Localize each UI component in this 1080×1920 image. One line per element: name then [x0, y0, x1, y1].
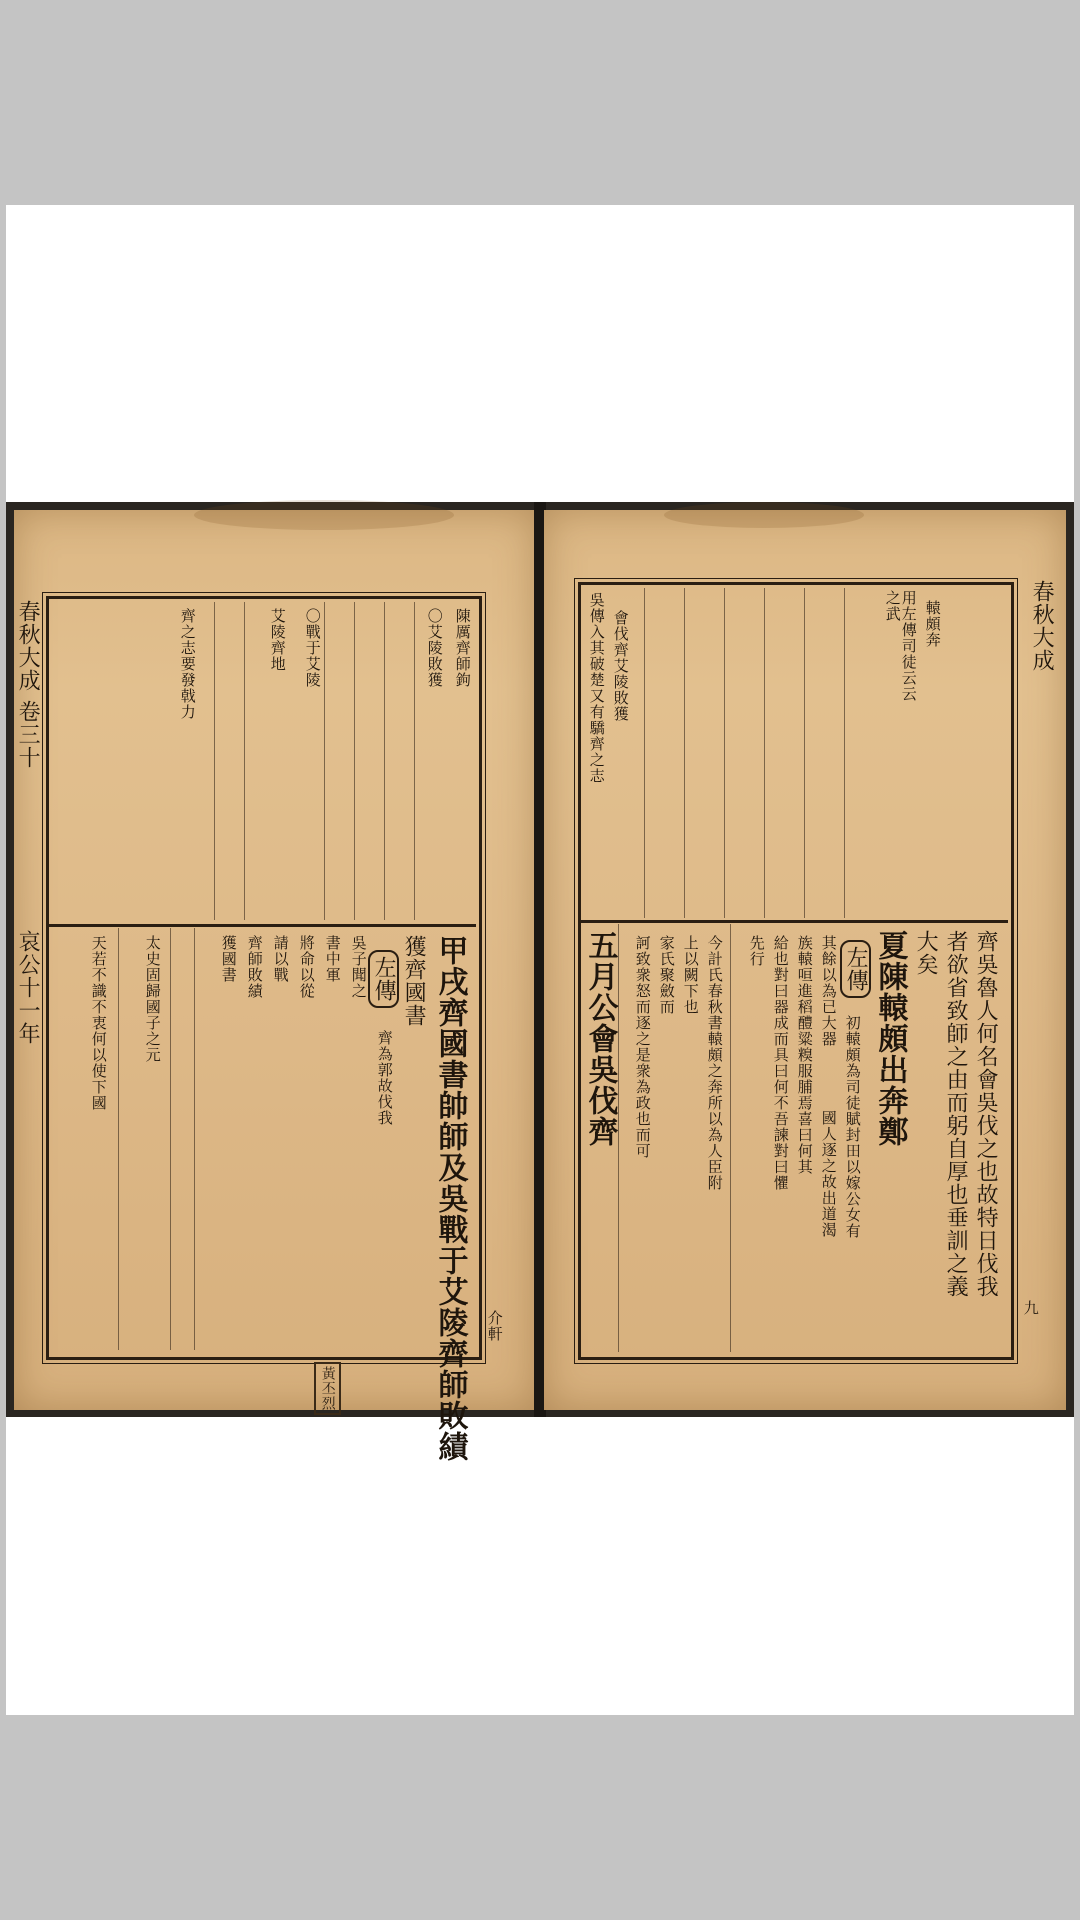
upper-line: 轅頗奔 — [923, 600, 942, 648]
commentary-line: 初轅頗為司徒賦封田以嫁公女有 — [843, 1015, 862, 1239]
commentary-line: 書中軍 — [323, 935, 342, 983]
commentary-line: 獲國書 — [219, 935, 238, 983]
upper-line: 〇戰于艾陵 — [303, 608, 322, 688]
commentary-line: 上以闕下也 — [681, 935, 700, 1015]
upper-line: 齊之志要發戟力 — [178, 608, 197, 720]
entry-main-text: 者欲省致師之由而躬自厚也垂訓之義 — [943, 930, 969, 1298]
commentary-line: 其餘以為已大器 — [819, 935, 838, 1047]
upper-line: 艾陵齊地 — [268, 608, 287, 672]
commentary-line: 訶致衆怒而逐之是衆為政也而可 — [633, 935, 652, 1159]
commentary-heading: 左傳 — [368, 950, 399, 1008]
upper-line: 〇艾陵敗獲 — [425, 608, 444, 688]
commentary-heading: 左傳 — [840, 940, 871, 998]
commentary-line: 齊為郭故伐我 — [375, 1030, 394, 1126]
entry-main-text: 大矣 — [913, 930, 939, 976]
commentary-line: 吳子聞之 — [349, 935, 368, 999]
upper-line: 之武 — [883, 590, 902, 622]
upper-line: 用左傳司徒云云 — [899, 590, 918, 702]
commentary-line: 請以戰 — [271, 935, 290, 983]
upper-line: 吳傳入其破楚又有驕齊之志 — [587, 592, 606, 784]
right-page — [544, 510, 1066, 1410]
left-edge-title: 春秋大成 — [15, 600, 41, 692]
left-page — [14, 510, 536, 1462]
left-page-divider — [48, 924, 476, 927]
left-edge-volume: 卷三十 — [15, 700, 41, 769]
commentary-line: 給也對曰器成而具曰何不吾諫對曰懼 — [771, 935, 790, 1191]
upper-line: 會伐齊艾陵敗獲 — [611, 610, 630, 722]
right-page-divider — [580, 920, 1008, 923]
commentary-line: 齊師敗績 — [245, 935, 264, 999]
entry-main-text: 獲齊國書 — [401, 935, 427, 1027]
left-margin-label: 介軒 — [485, 1310, 504, 1342]
collector-seal: 黃丕烈 — [314, 1362, 341, 1415]
page-number: 九 — [1021, 1300, 1040, 1316]
entry-main-text: 五月公會吳伐齊 — [582, 930, 618, 1147]
entry-main-text: 甲戌齊國書帥師及吳戰于艾陵齊師敗績 — [432, 935, 468, 1462]
commentary-line: 將命以從 — [297, 935, 316, 999]
book-scan — [6, 502, 1074, 1462]
left-edge-chapter: 哀公十一年 — [15, 930, 41, 1045]
entry-main-text: 夏陳轅頗出奔鄭 — [872, 930, 908, 1147]
commentary-line: 先行 — [747, 935, 766, 967]
upper-line: 陳厲齊師鉤 — [453, 608, 472, 688]
right-edge-title: 春秋大成 — [1029, 580, 1055, 672]
commentary-line: 天若不識不衷何以使下國 — [89, 935, 108, 1111]
commentary-line: 太史固歸國子之元 — [143, 935, 162, 1063]
commentary-line: 今計氏春秋書轅頗之奔所以為人臣附 — [705, 935, 724, 1191]
commentary-line: 族轅咺進稻醴粱糗服脯焉喜曰何其 — [795, 935, 814, 1175]
commentary-line: 家氏聚斂而 — [657, 935, 676, 1015]
commentary-line: 國人逐之故出道渴 — [819, 1110, 838, 1238]
entry-main-text: 齊吳魯人何名會吳伐之也故特日伐我 — [973, 930, 999, 1298]
